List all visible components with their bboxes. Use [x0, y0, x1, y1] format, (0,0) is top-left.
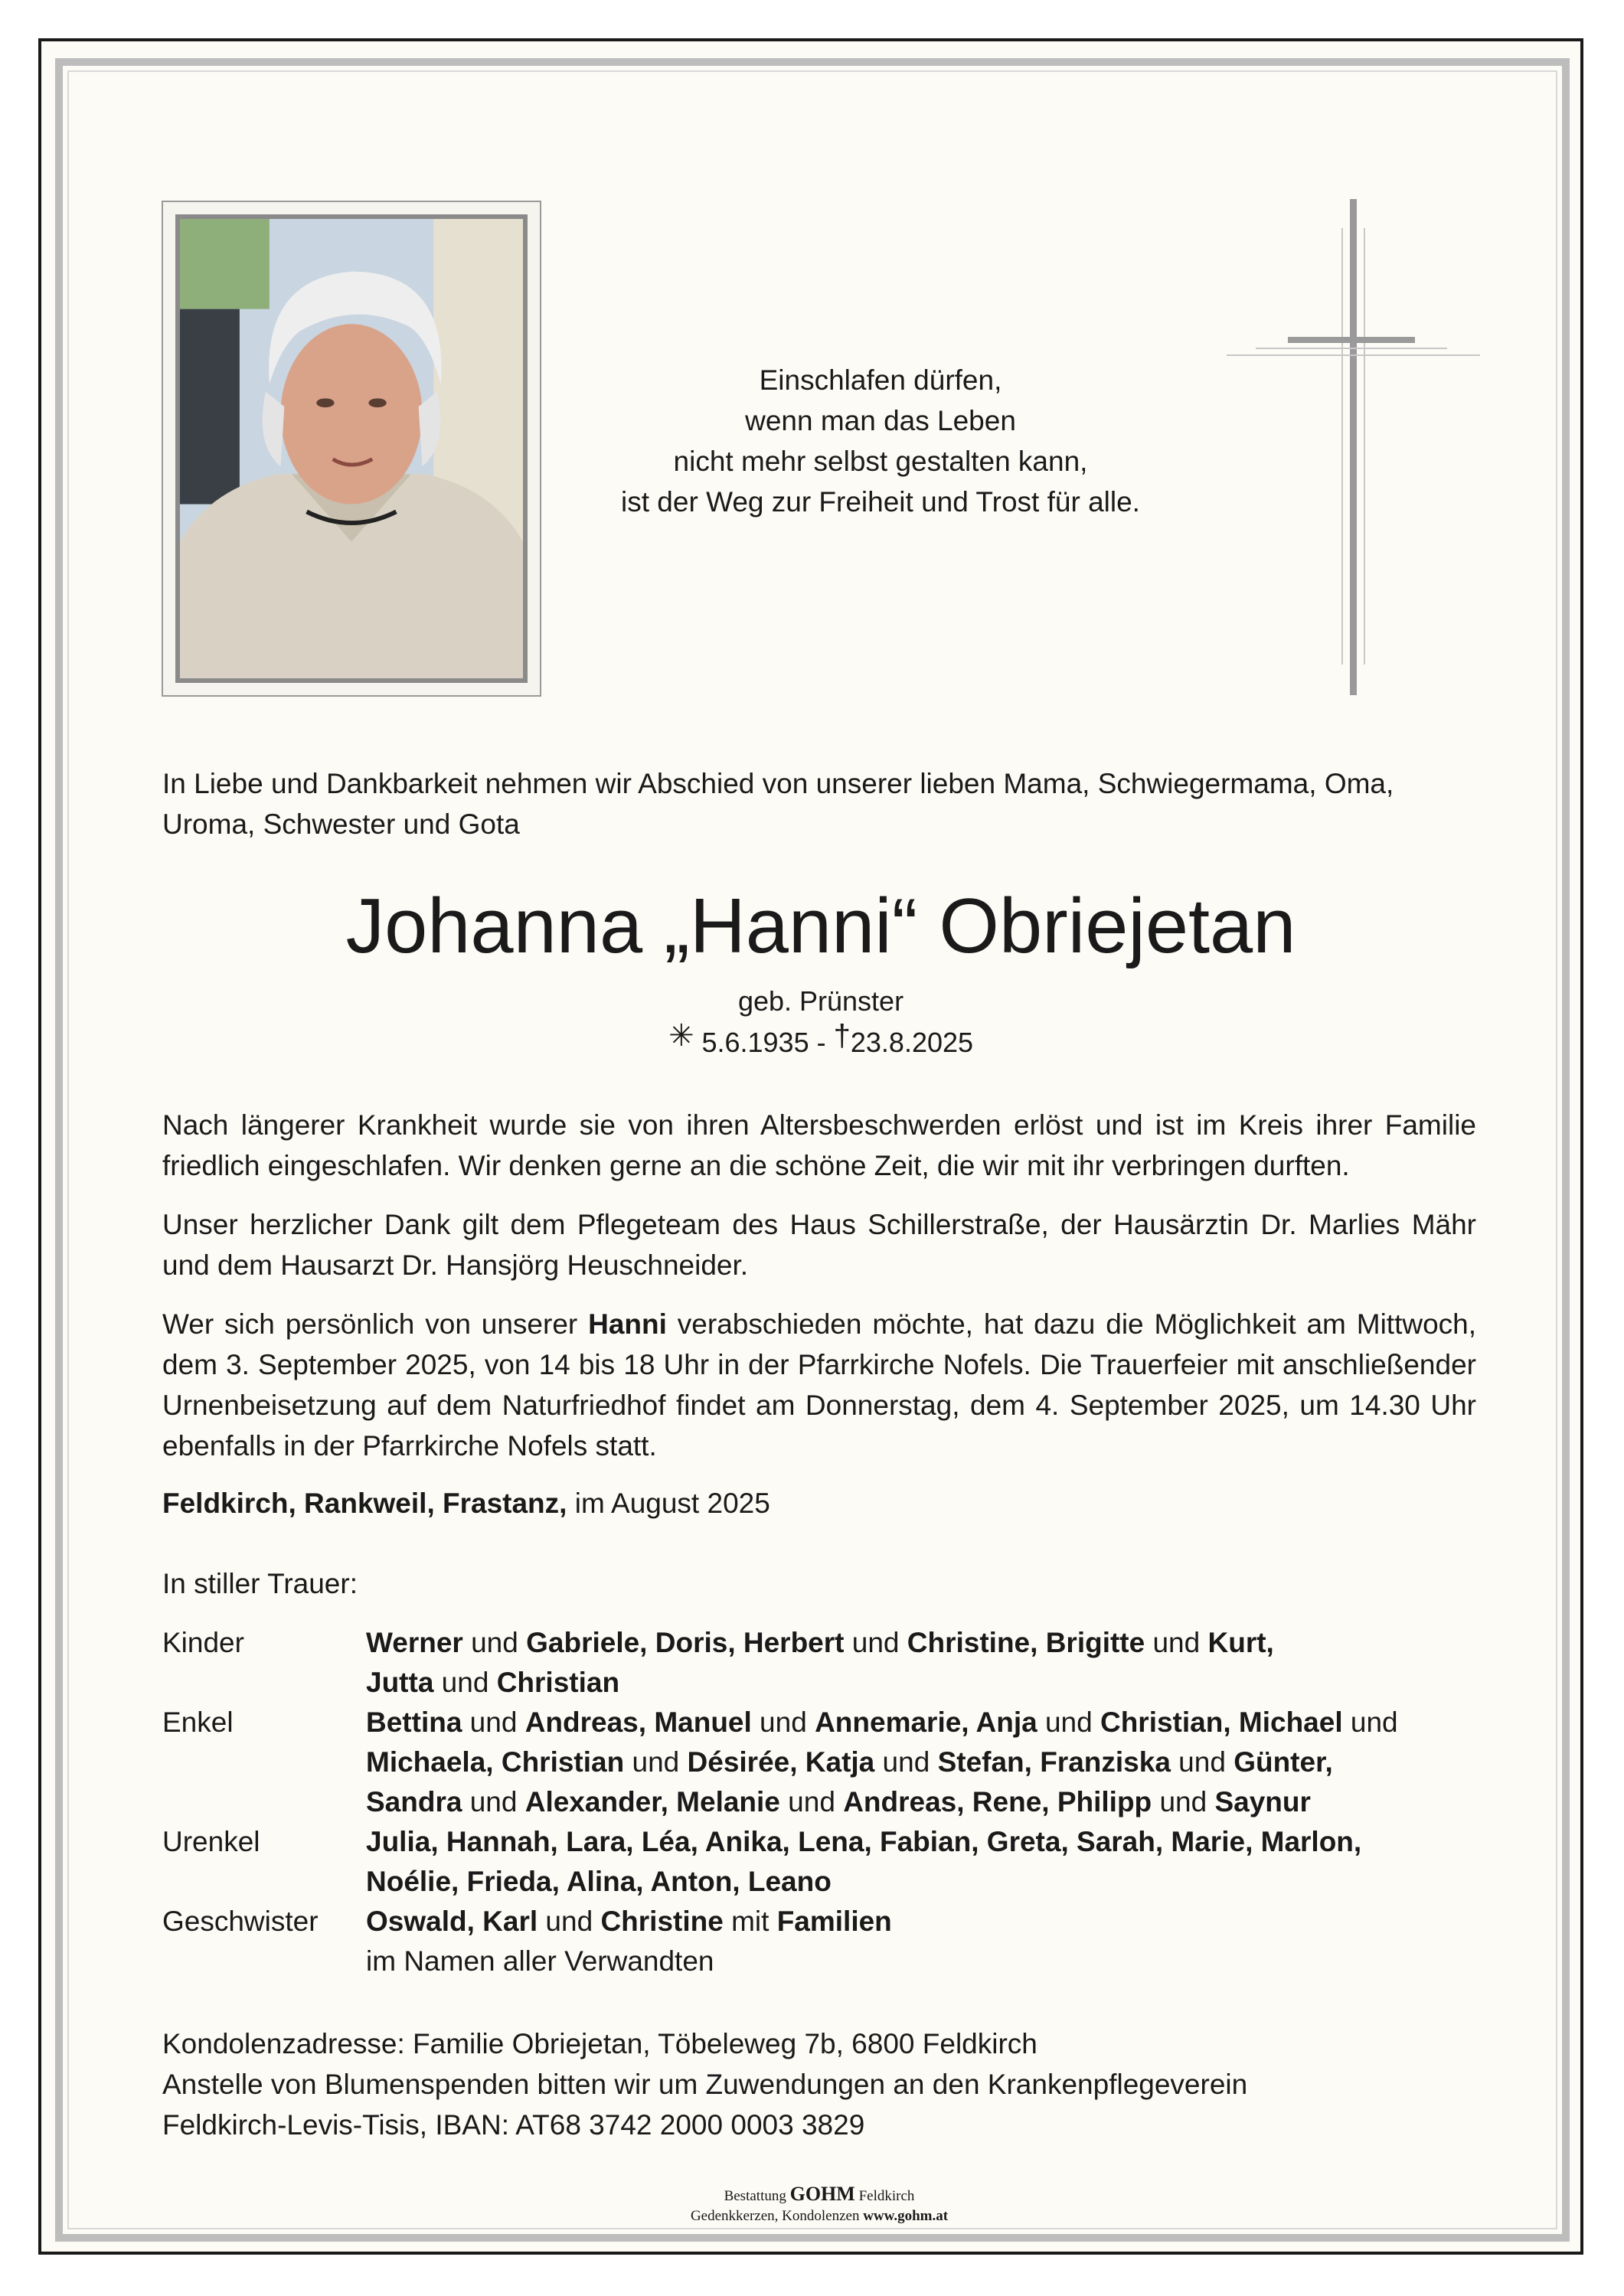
footer-line-2 [536, 2206, 1103, 2226]
place-towns: Feldkirch, Rankweil, Frastanz, [162, 1488, 567, 1519]
family-name: Sandra [366, 1786, 462, 1818]
family-name: Andreas, Rene, Philipp [843, 1786, 1152, 1818]
family-name: Stefan, Franziska [937, 1746, 1171, 1778]
family-name: Christine, Brigitte [907, 1627, 1145, 1658]
portrait-photo [175, 214, 528, 683]
family-names-line [366, 1663, 1476, 1703]
maiden-name: geb. Prünster [737, 985, 904, 1017]
family-name: Noélie, Frieda, Alina, Anton, Leano [366, 1866, 832, 1897]
family-connector: und [462, 1706, 525, 1738]
family-connector: mit [723, 1906, 777, 1937]
family-name: Michaela, Christian [366, 1746, 625, 1778]
poem-line: nicht mehr selbst gestalten kann, [673, 446, 1088, 477]
family-names-line [366, 1862, 1476, 1902]
family-name: Christian, Michael [1100, 1706, 1343, 1738]
footer-website-link[interactable]: www.gohm.at [863, 2208, 949, 2224]
death-cross-icon: † [833, 1019, 851, 1053]
family-names-line [366, 1703, 1476, 1742]
funeral-home-footer [536, 2184, 1103, 2226]
family-row-urenkel [162, 1822, 1476, 1902]
family-names-line [366, 1782, 1476, 1822]
funeral-text-start: Wer sich persönlich von unserer [162, 1308, 578, 1340]
family-connector: und [1170, 1746, 1234, 1778]
family-label: Enkel [162, 1706, 234, 1738]
family-names [366, 1902, 1476, 1981]
funeral-text-rest: verabschieden möchte, hat dazu die Möglichkeit am Mittwoch, dem 3. September 2025, von 14 bis 18 Uhr in der Pfarrkirche Nofels. Die Trauerfeier mit anschließender Urnenbeisetzung auf dem Naturfriedhof findet am Donnerstag, dem 4. September 2025, um 14.30 Uhr ebenfalls in der Pfarrkirche Nofels statt. [162, 1308, 1477, 1462]
family-connector: und [751, 1706, 815, 1738]
family-name: Désirée, Katja [687, 1746, 875, 1778]
family-label: Kinder [162, 1627, 244, 1658]
family-name: Werner [366, 1627, 463, 1658]
family-name: Kurt, [1207, 1627, 1274, 1658]
family-names-line [366, 1942, 1476, 1981]
paragraph-thanks: Unser herzlicher Dank gilt dem Pflegeteam des Haus Schillerstraße, der Hausärztin Dr. Marlies Mähr und dem Hausarzt Dr. Hansjörg Heuschneider. [162, 1209, 1476, 1281]
family-names [366, 1623, 1476, 1703]
life-dates [162, 1019, 1479, 1062]
family-connector: und [462, 1786, 525, 1818]
family-names [366, 1822, 1476, 1902]
donation-note: Anstelle von Blumenspenden bitten wir um Zuwendungen an den Krankenpflegeverein [162, 2069, 1248, 2100]
family-names-line [366, 1902, 1476, 1942]
birth-date: 5.6.1935 [701, 1027, 809, 1058]
footer-brand-logo: GOHM [789, 2183, 855, 2205]
footer-services: Gedenkkerzen, Kondolenzen [690, 2208, 860, 2224]
family-label: Geschwister [162, 1906, 319, 1937]
funeral-text-name: Hanni [588, 1308, 667, 1340]
family-connector: und [874, 1746, 938, 1778]
date-separator: - [816, 1027, 826, 1058]
family-label: Urenkel [162, 1826, 260, 1857]
place-date: im August 2025 [574, 1488, 770, 1519]
family-list [162, 1623, 1476, 1981]
family-name: Christine [600, 1906, 724, 1937]
closing-info [162, 2023, 1247, 2145]
family-names-line [366, 1742, 1476, 1782]
family-connector: und [1152, 1786, 1215, 1818]
family-connector: und [538, 1906, 601, 1937]
death-date: 23.8.2025 [850, 1027, 974, 1058]
family-name: Alexander, Melanie [524, 1786, 780, 1818]
poem-line: wenn man das Leben [745, 405, 1016, 436]
condolence-address: Kondolenzadresse: Familie Obriejetan, Töbeleweg 7b, 6800 Feldkirch [162, 2028, 1037, 2059]
family-row-kinder [162, 1623, 1476, 1703]
cross-icon [1225, 198, 1482, 697]
family-names-line [366, 1623, 1476, 1663]
donation-iban: Feldkirch-Levis-Tisis, IBAN: AT68 3742 2000 0003 3829 [162, 2109, 865, 2141]
family-name: Jutta [366, 1667, 434, 1698]
paragraph-illness: Nach längerer Krankheit wurde sie von ihren Altersbeschwerden erlöst und ist im Kreis ihrer Familie friedlich eingeschlafen. Wir denken gerne an die schöne Zeit, die wir mit ihr verbringen durften. [162, 1109, 1476, 1181]
family-name: Günter, [1234, 1746, 1333, 1778]
place-and-date [162, 1483, 770, 1524]
family-connector: und [462, 1627, 527, 1658]
family-name: Julia, Hannah, Lara, Léa, Anika, Lena, Fabian, Greta, Sarah, Marie, Marlon, [366, 1826, 1362, 1857]
family-connector: und [779, 1786, 844, 1818]
paragraph-funeral [162, 1304, 1476, 1466]
family-name: Bettina [366, 1706, 462, 1738]
portrait-image [180, 219, 523, 678]
family-connector: im Namen aller Verwandten [366, 1945, 714, 1977]
family-names-line [366, 1822, 1476, 1862]
poem-line: ist der Weg zur Freiheit und Trost für alle. [621, 486, 1140, 518]
family-name: Familien [776, 1906, 892, 1937]
family-connector: und [624, 1746, 688, 1778]
family-connector: und [844, 1627, 907, 1658]
family-connector: und [1037, 1706, 1100, 1738]
family-names [366, 1703, 1476, 1822]
family-connector: und [433, 1667, 497, 1698]
family-name: Annemarie, Anja [815, 1706, 1037, 1738]
family-connector: und [1342, 1706, 1398, 1738]
family-name: Gabriele, Doris, Herbert [526, 1627, 845, 1658]
birth-star-icon: ✳ [668, 1019, 694, 1053]
family-name: Andreas, Manuel [524, 1706, 752, 1738]
footer-line-1 [536, 2184, 1103, 2206]
family-connector: und [1145, 1627, 1208, 1658]
family-row-geschwister [162, 1902, 1476, 1981]
family-name: Saynur [1214, 1786, 1311, 1818]
family-row-enkel [162, 1703, 1476, 1822]
mourning-label: In stiller Trauer: [162, 1568, 358, 1599]
poem-line: Einschlafen dürfen, [759, 364, 1002, 396]
footer-prefix: Bestattung [724, 2188, 786, 2204]
intro-text: In Liebe und Dankbarkeit nehmen wir Abschied von unserer lieben Mama, Schwiegermama, Oma, Uroma, Schwester und Gota [162, 768, 1394, 840]
deceased-name: Johanna „Hanni“ Obriejetan [345, 883, 1296, 969]
family-name: Oswald, Karl [366, 1906, 538, 1937]
footer-city: Feldkirch [858, 2188, 915, 2204]
family-name: Christian [496, 1667, 620, 1698]
portrait-frame [162, 201, 541, 697]
poem [536, 360, 1225, 522]
